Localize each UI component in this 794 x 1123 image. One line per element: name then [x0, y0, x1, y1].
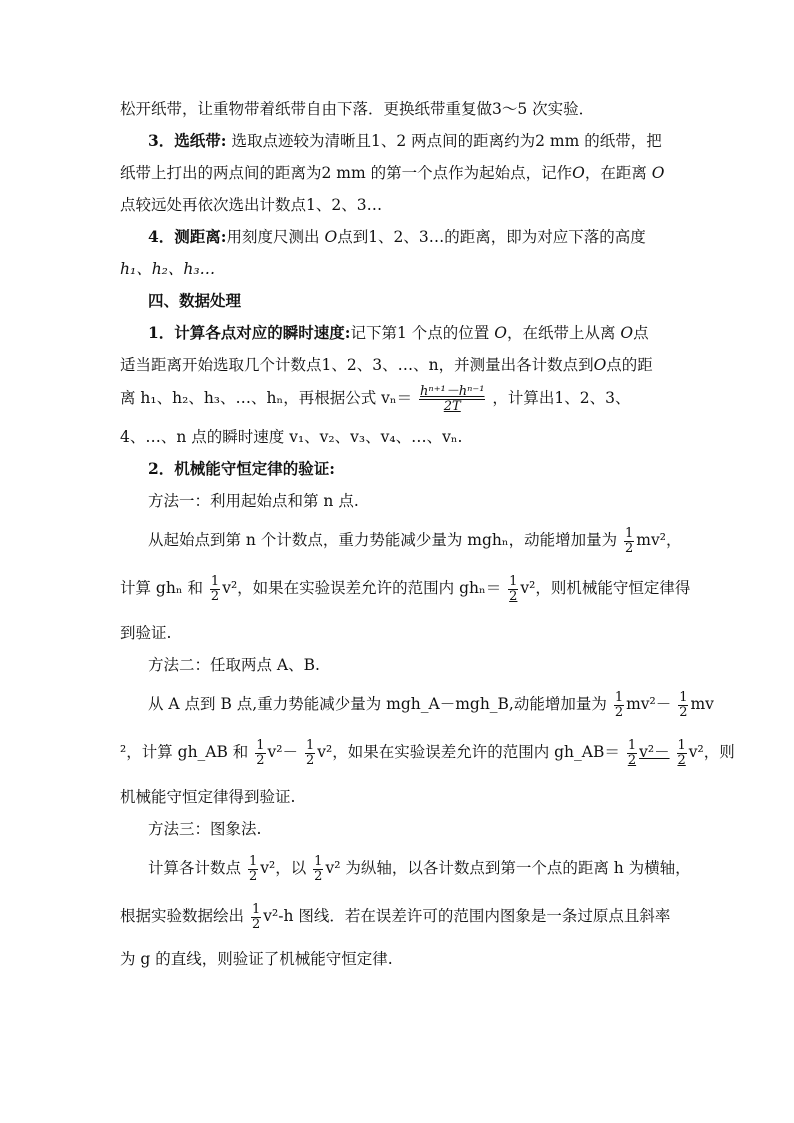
step-3-line-2: 纸带上打出的两点间的距离为2 mm 的第一个点作为起始点，记作O，在距离 O	[120, 164, 665, 182]
data-step-1-line-1: 1．计算各点对应的瞬时速度:记下第1 个点的位置 O，在纸带上从离 O点	[148, 323, 649, 342]
step-3-line-3: 点较远处再依次选出计数点1、2、3…	[120, 196, 383, 214]
method-1-line-3: 到验证.	[120, 624, 172, 642]
data-step-2-label: 2．机械能守恒定律的验证:	[148, 459, 336, 478]
method-3-line-2: 根据实验数据绘出 $\frac{1}{2}$ v²-h 图线．若在误差许可的范围内图象是一条过原点且斜率	[120, 901, 671, 932]
step-3-label: 3．选纸带:	[148, 131, 227, 150]
data-step-1-line-3: 离 h₁、h₂、h₃、…、hₙ，再根据公式 vₙ＝ $\frac{\text{hⁿ⁺¹－hⁿ⁻¹}}{2T}$ ，计算出1、2、3、	[120, 383, 631, 414]
step-3-line-1: 3．选纸带: 选取点迹较为清晰且1、2 两点间的距离约为2 mm 的纸带，把	[148, 131, 662, 150]
method-3-line-1: 计算各计数点 $\frac{1}{2}$ v²，以 $\frac{1}{2}$ v² 为纵轴，以各计数点到第一个点的距离 h 为横轴，	[148, 853, 691, 884]
method-2-line-2: ²，计算 gh_AB 和 $\frac{1}{2}$ v²－ $\frac{1}{2}$ v²，如果在实验误差允许的范围内 gh_AB＝ $\frac{1}{2}$ v²－ $\frac{1}{2}$ v²，则	[120, 737, 735, 768]
method-1-line-2: 计算 ghₙ 和 $\frac{1}{2}$ v²，如果在实验误差允许的范围内 ghₙ＝ $\frac{1}{2}$ v²，则机械能守恒定律得	[120, 573, 691, 604]
method-2-line-1: 从 A 点到 B 点,重力势能减少量为 mgh_A－mgh_B,动能增加量为 $\frac{1}{2}$ mv²－ $\frac{1}{2}$ mv	[148, 689, 714, 720]
height-list: h₁、h₂、h₃…	[120, 260, 216, 278]
method-1-title: 方法一：利用起始点和第 n 点.	[148, 492, 359, 510]
method-3-line-3: 为 g 的直线，则验证了机械能守恒定律.	[120, 950, 393, 968]
method-2-title: 方法二：任取两点 A、B.	[148, 656, 320, 674]
step-4-label: 4．测距离:	[148, 227, 227, 246]
step-4-line-1: 4．测距离:用刻度尺测出 O点到1、2、3…的距离，即为对应下落的高度	[148, 227, 646, 246]
section-heading: 四、数据处理	[148, 291, 242, 310]
paragraph-continuation: 松开纸带，让重物带着纸带自由下落．更换纸带重复做3～5 次实验．	[120, 100, 595, 118]
velocity-formula: $\frac{\text{hⁿ⁺¹－hⁿ⁻¹}}{2T}$	[420, 383, 485, 414]
data-step-1-line-2: 适当距离开始选取几个计数点1、2、3、…、n，并测量出各计数点到O点的距	[120, 356, 653, 374]
method-3-title: 方法三：图象法.	[148, 820, 262, 838]
method-2-line-3: 机械能守恒定律得到验证.	[120, 788, 296, 806]
method-1-line-1: 从起始点到第 n 个计数点，重力势能减少量为 mghₙ，动能增加量为 $\frac{1}{2}$ mv²，	[148, 525, 682, 556]
data-step-1-line-4: 4、…、n 点的瞬时速度 v₁、v₂、v₃、v₄、…、vₙ.	[120, 428, 463, 446]
